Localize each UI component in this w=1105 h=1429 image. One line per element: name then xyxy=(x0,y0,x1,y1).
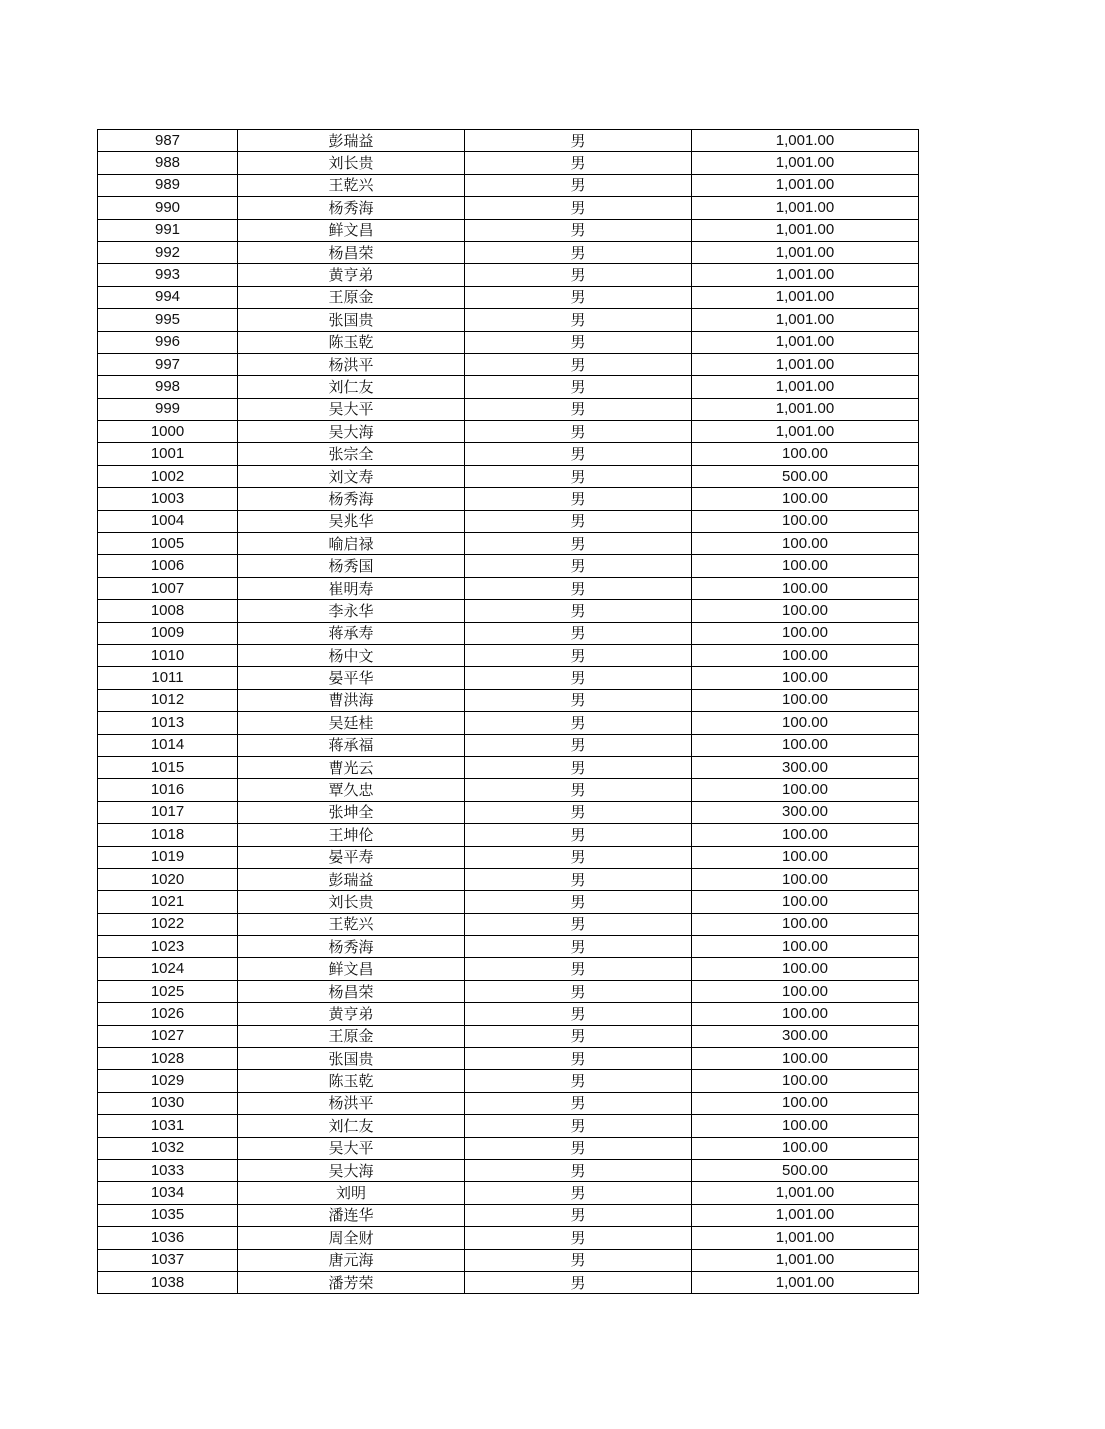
amount-cell: 300.00 xyxy=(692,1025,919,1047)
gender-cell: 男 xyxy=(465,891,692,913)
name-cell: 黄亨弟 xyxy=(238,264,465,286)
amount-cell: 100.00 xyxy=(692,891,919,913)
amount-cell: 1,001.00 xyxy=(692,309,919,331)
gender-cell: 男 xyxy=(465,1249,692,1271)
amount-cell: 1,001.00 xyxy=(692,398,919,420)
row-number-cell: 1033 xyxy=(98,1159,238,1181)
amount-cell: 1,001.00 xyxy=(692,197,919,219)
amount-cell: 100.00 xyxy=(692,667,919,689)
row-number-cell: 1008 xyxy=(98,600,238,622)
row-number-cell: 996 xyxy=(98,331,238,353)
table-row xyxy=(98,1204,919,1226)
table-row xyxy=(98,936,919,958)
gender-cell: 男 xyxy=(465,264,692,286)
table-row xyxy=(98,1271,919,1293)
amount-cell: 100.00 xyxy=(692,555,919,577)
amount-cell: 1,001.00 xyxy=(692,174,919,196)
gender-cell: 男 xyxy=(465,443,692,465)
name-cell: 杨洪平 xyxy=(238,353,465,375)
name-cell: 黄亨弟 xyxy=(238,1003,465,1025)
amount-cell: 1,001.00 xyxy=(692,264,919,286)
gender-cell: 男 xyxy=(465,1159,692,1181)
gender-cell: 男 xyxy=(465,219,692,241)
gender-cell: 男 xyxy=(465,1025,692,1047)
gender-cell: 男 xyxy=(465,1204,692,1226)
amount-cell: 100.00 xyxy=(692,913,919,935)
name-cell: 蒋承寿 xyxy=(238,622,465,644)
name-cell: 杨秀海 xyxy=(238,936,465,958)
gender-cell: 男 xyxy=(465,824,692,846)
gender-cell: 男 xyxy=(465,644,692,666)
amount-cell: 1,001.00 xyxy=(692,376,919,398)
table-row xyxy=(98,667,919,689)
name-cell: 吴廷桂 xyxy=(238,712,465,734)
name-cell: 陈玉乾 xyxy=(238,1070,465,1092)
amount-cell: 100.00 xyxy=(692,1092,919,1114)
name-cell: 晏平华 xyxy=(238,667,465,689)
gender-cell: 男 xyxy=(465,712,692,734)
amount-cell: 100.00 xyxy=(692,1115,919,1137)
row-number-cell: 1012 xyxy=(98,689,238,711)
amount-cell: 300.00 xyxy=(692,801,919,823)
row-number-cell: 1022 xyxy=(98,913,238,935)
name-cell: 吴兆华 xyxy=(238,510,465,532)
row-number-cell: 1037 xyxy=(98,1249,238,1271)
name-cell: 张宗全 xyxy=(238,443,465,465)
table-row xyxy=(98,443,919,465)
name-cell: 吴大平 xyxy=(238,398,465,420)
table-row xyxy=(98,1137,919,1159)
gender-cell: 男 xyxy=(465,980,692,1002)
name-cell: 潘芳荣 xyxy=(238,1271,465,1293)
name-cell: 杨秀国 xyxy=(238,555,465,577)
name-cell: 张坤全 xyxy=(238,801,465,823)
name-cell: 王乾兴 xyxy=(238,913,465,935)
table-row xyxy=(98,1249,919,1271)
table-row xyxy=(98,712,919,734)
amount-cell: 100.00 xyxy=(692,488,919,510)
row-number-cell: 1000 xyxy=(98,421,238,443)
row-number-cell: 1026 xyxy=(98,1003,238,1025)
amount-cell: 1,001.00 xyxy=(692,241,919,263)
gender-cell: 男 xyxy=(465,577,692,599)
name-cell: 杨昌荣 xyxy=(238,241,465,263)
row-number-cell: 1014 xyxy=(98,734,238,756)
name-cell: 吴大平 xyxy=(238,1137,465,1159)
table-row xyxy=(98,555,919,577)
amount-cell: 500.00 xyxy=(692,465,919,487)
amount-cell: 100.00 xyxy=(692,779,919,801)
row-number-cell: 993 xyxy=(98,264,238,286)
gender-cell: 男 xyxy=(465,1182,692,1204)
gender-cell: 男 xyxy=(465,734,692,756)
name-cell: 吴大海 xyxy=(238,1159,465,1181)
table-row xyxy=(98,174,919,196)
row-number-cell: 1032 xyxy=(98,1137,238,1159)
gender-cell: 男 xyxy=(465,241,692,263)
gender-cell: 男 xyxy=(465,622,692,644)
row-number-cell: 1017 xyxy=(98,801,238,823)
table-row xyxy=(98,577,919,599)
amount-cell: 1,001.00 xyxy=(692,1182,919,1204)
gender-cell: 男 xyxy=(465,421,692,443)
name-cell: 杨洪平 xyxy=(238,1092,465,1114)
row-number-cell: 1009 xyxy=(98,622,238,644)
table-row xyxy=(98,622,919,644)
row-number-cell: 1038 xyxy=(98,1271,238,1293)
row-number-cell: 1002 xyxy=(98,465,238,487)
name-cell: 陈玉乾 xyxy=(238,331,465,353)
table-row xyxy=(98,1159,919,1181)
gender-cell: 男 xyxy=(465,510,692,532)
table-row xyxy=(98,465,919,487)
amount-cell: 1,001.00 xyxy=(692,1227,919,1249)
amount-cell: 1,001.00 xyxy=(692,331,919,353)
row-number-cell: 994 xyxy=(98,286,238,308)
name-cell: 张国贵 xyxy=(238,309,465,331)
name-cell: 杨秀海 xyxy=(238,488,465,510)
row-number-cell: 997 xyxy=(98,353,238,375)
amount-cell: 1,001.00 xyxy=(692,286,919,308)
gender-cell: 男 xyxy=(465,331,692,353)
gender-cell: 男 xyxy=(465,398,692,420)
gender-cell: 男 xyxy=(465,958,692,980)
name-cell: 鲜文昌 xyxy=(238,958,465,980)
table-row xyxy=(98,1182,919,1204)
name-cell: 张国贵 xyxy=(238,1048,465,1070)
amount-cell: 100.00 xyxy=(692,622,919,644)
name-cell: 周全财 xyxy=(238,1227,465,1249)
table-row xyxy=(98,756,919,778)
row-number-cell: 1018 xyxy=(98,824,238,846)
row-number-cell: 1003 xyxy=(98,488,238,510)
table-row xyxy=(98,980,919,1002)
name-cell: 王原金 xyxy=(238,286,465,308)
table-row xyxy=(98,488,919,510)
amount-cell: 1,001.00 xyxy=(692,1249,919,1271)
table-row xyxy=(98,376,919,398)
name-cell: 曹光云 xyxy=(238,756,465,778)
amount-cell: 300.00 xyxy=(692,756,919,778)
name-cell: 刘长贵 xyxy=(238,891,465,913)
row-number-cell: 1019 xyxy=(98,846,238,868)
amount-cell: 100.00 xyxy=(692,868,919,890)
gender-cell: 男 xyxy=(465,756,692,778)
gender-cell: 男 xyxy=(465,1003,692,1025)
gender-cell: 男 xyxy=(465,353,692,375)
name-cell: 杨秀海 xyxy=(238,197,465,219)
row-number-cell: 1029 xyxy=(98,1070,238,1092)
gender-cell: 男 xyxy=(465,801,692,823)
gender-cell: 男 xyxy=(465,376,692,398)
table-row xyxy=(98,353,919,375)
amount-cell: 100.00 xyxy=(692,1003,919,1025)
row-number-cell: 1010 xyxy=(98,644,238,666)
amount-cell: 100.00 xyxy=(692,577,919,599)
table-row xyxy=(98,219,919,241)
table-row xyxy=(98,891,919,913)
row-number-cell: 1030 xyxy=(98,1092,238,1114)
amount-cell: 100.00 xyxy=(692,510,919,532)
table-row xyxy=(98,286,919,308)
amount-cell: 100.00 xyxy=(692,1048,919,1070)
amount-cell: 1,001.00 xyxy=(692,1204,919,1226)
row-number-cell: 1028 xyxy=(98,1048,238,1070)
row-number-cell: 988 xyxy=(98,152,238,174)
amount-cell: 100.00 xyxy=(692,958,919,980)
name-cell: 刘长贵 xyxy=(238,152,465,174)
name-cell: 唐元海 xyxy=(238,1249,465,1271)
amount-cell: 1,001.00 xyxy=(692,219,919,241)
gender-cell: 男 xyxy=(465,667,692,689)
table-row xyxy=(98,1048,919,1070)
amount-cell: 100.00 xyxy=(692,980,919,1002)
gender-cell: 男 xyxy=(465,1092,692,1114)
gender-cell: 男 xyxy=(465,555,692,577)
gender-cell: 男 xyxy=(465,779,692,801)
amount-cell: 1,001.00 xyxy=(692,152,919,174)
amount-cell: 100.00 xyxy=(692,712,919,734)
row-number-cell: 1004 xyxy=(98,510,238,532)
name-cell: 杨中文 xyxy=(238,644,465,666)
name-cell: 喻启禄 xyxy=(238,533,465,555)
gender-cell: 男 xyxy=(465,846,692,868)
table-body xyxy=(98,130,919,1294)
row-number-cell: 1015 xyxy=(98,756,238,778)
table-row xyxy=(98,510,919,532)
row-number-cell: 990 xyxy=(98,197,238,219)
data-table xyxy=(97,129,919,1294)
gender-cell: 男 xyxy=(465,488,692,510)
table-row xyxy=(98,734,919,756)
gender-cell: 男 xyxy=(465,868,692,890)
row-number-cell: 1023 xyxy=(98,936,238,958)
amount-cell: 100.00 xyxy=(692,846,919,868)
row-number-cell: 1020 xyxy=(98,868,238,890)
row-number-cell: 1021 xyxy=(98,891,238,913)
table-row xyxy=(98,331,919,353)
table-row xyxy=(98,958,919,980)
row-number-cell: 999 xyxy=(98,398,238,420)
table-row xyxy=(98,689,919,711)
row-number-cell: 1031 xyxy=(98,1115,238,1137)
row-number-cell: 987 xyxy=(98,130,238,152)
name-cell: 王乾兴 xyxy=(238,174,465,196)
amount-cell: 100.00 xyxy=(692,1070,919,1092)
row-number-cell: 1006 xyxy=(98,555,238,577)
name-cell: 鲜文昌 xyxy=(238,219,465,241)
amount-cell: 1,001.00 xyxy=(692,130,919,152)
table-row xyxy=(98,197,919,219)
name-cell: 潘连华 xyxy=(238,1204,465,1226)
row-number-cell: 1007 xyxy=(98,577,238,599)
amount-cell: 100.00 xyxy=(692,734,919,756)
table-row xyxy=(98,779,919,801)
row-number-cell: 1036 xyxy=(98,1227,238,1249)
amount-cell: 100.00 xyxy=(692,533,919,555)
gender-cell: 男 xyxy=(465,1115,692,1137)
amount-cell: 1,001.00 xyxy=(692,1271,919,1293)
amount-cell: 100.00 xyxy=(692,936,919,958)
amount-cell: 100.00 xyxy=(692,600,919,622)
table-row xyxy=(98,644,919,666)
row-number-cell: 1025 xyxy=(98,980,238,1002)
name-cell: 刘文寿 xyxy=(238,465,465,487)
row-number-cell: 1034 xyxy=(98,1182,238,1204)
gender-cell: 男 xyxy=(465,913,692,935)
gender-cell: 男 xyxy=(465,286,692,308)
name-cell: 蒋承福 xyxy=(238,734,465,756)
name-cell: 彭瑞益 xyxy=(238,130,465,152)
table-row xyxy=(98,846,919,868)
gender-cell: 男 xyxy=(465,936,692,958)
name-cell: 刘仁友 xyxy=(238,1115,465,1137)
row-number-cell: 1024 xyxy=(98,958,238,980)
amount-cell: 100.00 xyxy=(692,644,919,666)
table-row xyxy=(98,241,919,263)
row-number-cell: 995 xyxy=(98,309,238,331)
table-row xyxy=(98,1025,919,1047)
table-row xyxy=(98,801,919,823)
gender-cell: 男 xyxy=(465,309,692,331)
table-row xyxy=(98,1092,919,1114)
name-cell: 覃久忠 xyxy=(238,779,465,801)
name-cell: 李永华 xyxy=(238,600,465,622)
table-row xyxy=(98,1070,919,1092)
amount-cell: 100.00 xyxy=(692,443,919,465)
row-number-cell: 998 xyxy=(98,376,238,398)
table-row xyxy=(98,398,919,420)
table-row xyxy=(98,152,919,174)
gender-cell: 男 xyxy=(465,197,692,219)
name-cell: 王坤伦 xyxy=(238,824,465,846)
table-row xyxy=(98,421,919,443)
gender-cell: 男 xyxy=(465,1227,692,1249)
name-cell: 吴大海 xyxy=(238,421,465,443)
row-number-cell: 1005 xyxy=(98,533,238,555)
gender-cell: 男 xyxy=(465,152,692,174)
gender-cell: 男 xyxy=(465,533,692,555)
amount-cell: 1,001.00 xyxy=(692,421,919,443)
table-row xyxy=(98,913,919,935)
amount-cell: 100.00 xyxy=(692,1137,919,1159)
amount-cell: 100.00 xyxy=(692,824,919,846)
name-cell: 彭瑞益 xyxy=(238,868,465,890)
table-row xyxy=(98,600,919,622)
name-cell: 崔明寿 xyxy=(238,577,465,599)
name-cell: 晏平寿 xyxy=(238,846,465,868)
gender-cell: 男 xyxy=(465,174,692,196)
table-row xyxy=(98,1227,919,1249)
row-number-cell: 989 xyxy=(98,174,238,196)
gender-cell: 男 xyxy=(465,1070,692,1092)
gender-cell: 男 xyxy=(465,1048,692,1070)
name-cell: 杨昌荣 xyxy=(238,980,465,1002)
row-number-cell: 1027 xyxy=(98,1025,238,1047)
table-row xyxy=(98,1003,919,1025)
amount-cell: 500.00 xyxy=(692,1159,919,1181)
row-number-cell: 1013 xyxy=(98,712,238,734)
row-number-cell: 991 xyxy=(98,219,238,241)
gender-cell: 男 xyxy=(465,600,692,622)
amount-cell: 1,001.00 xyxy=(692,353,919,375)
table-row xyxy=(98,1115,919,1137)
row-number-cell: 1016 xyxy=(98,779,238,801)
name-cell: 刘仁友 xyxy=(238,376,465,398)
gender-cell: 男 xyxy=(465,1271,692,1293)
gender-cell: 男 xyxy=(465,1137,692,1159)
row-number-cell: 1035 xyxy=(98,1204,238,1226)
name-cell: 曹洪海 xyxy=(238,689,465,711)
name-cell: 王原金 xyxy=(238,1025,465,1047)
row-number-cell: 1001 xyxy=(98,443,238,465)
gender-cell: 男 xyxy=(465,689,692,711)
table-row xyxy=(98,868,919,890)
amount-cell: 100.00 xyxy=(692,689,919,711)
table-row xyxy=(98,824,919,846)
table-row xyxy=(98,130,919,152)
table-row xyxy=(98,309,919,331)
gender-cell: 男 xyxy=(465,465,692,487)
name-cell: 刘明 xyxy=(238,1182,465,1204)
table-row xyxy=(98,264,919,286)
gender-cell: 男 xyxy=(465,130,692,152)
row-number-cell: 992 xyxy=(98,241,238,263)
table-row xyxy=(98,533,919,555)
row-number-cell: 1011 xyxy=(98,667,238,689)
